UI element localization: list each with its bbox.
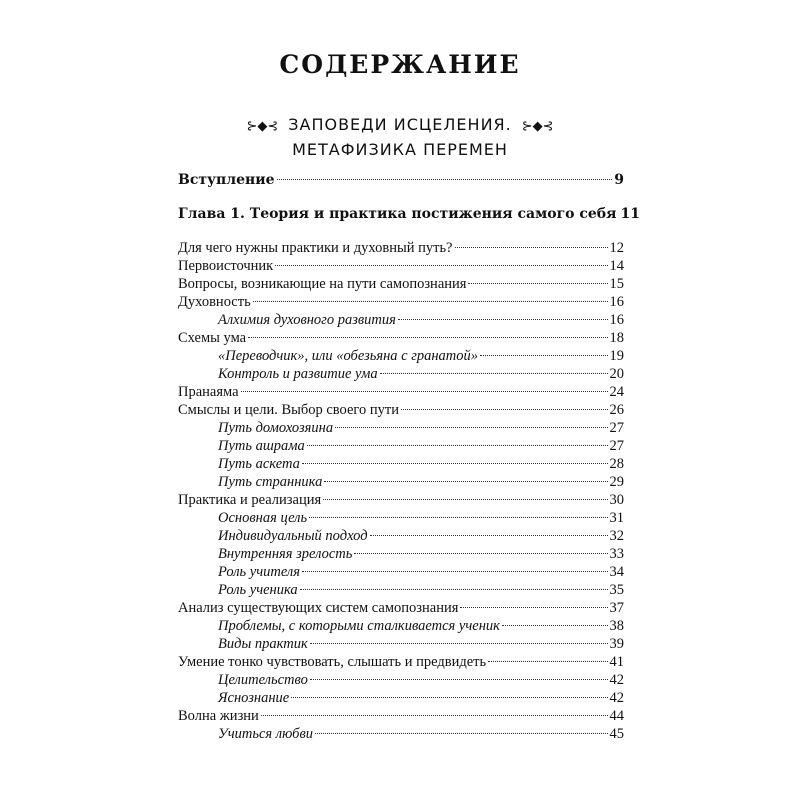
toc-leader-dots bbox=[455, 247, 608, 248]
toc-leader-dots bbox=[248, 337, 607, 338]
toc-entry-label: Смыслы и цели. Выбор своего пути bbox=[178, 402, 399, 418]
toc-leader-dots bbox=[315, 733, 608, 734]
toc-leader-dots bbox=[488, 661, 607, 662]
toc-leader-dots bbox=[460, 607, 607, 608]
toc-entry-page: 27 bbox=[609, 420, 624, 436]
page-title: СОДЕРЖАНИЕ bbox=[279, 50, 521, 79]
toc-entry-page: 41 bbox=[609, 654, 624, 670]
toc-entry-page: 16 bbox=[609, 294, 624, 310]
toc-entry-label: Вступление bbox=[178, 172, 275, 188]
subtitle-line-1 bbox=[0, 113, 800, 138]
toc-entry bbox=[178, 239, 624, 257]
toc-entry-label: Схемы ума bbox=[178, 330, 247, 346]
toc-entry-label: Пранаяма bbox=[178, 384, 239, 400]
toc-entry bbox=[178, 653, 624, 671]
toc-leader-dots bbox=[323, 499, 607, 500]
toc-entry-label: Роль учителя bbox=[218, 564, 300, 580]
toc-entry-label: Путь аскета bbox=[218, 456, 300, 472]
toc-entry-page: 19 bbox=[609, 348, 624, 364]
toc-subentry bbox=[178, 311, 624, 329]
toc-entry-page: 44 bbox=[609, 708, 624, 724]
toc-leader-dots bbox=[241, 391, 608, 392]
toc-entry-page: 33 bbox=[609, 546, 624, 562]
toc-entry-label: Роль ученика bbox=[218, 582, 298, 598]
toc-entry-page: 42 bbox=[609, 690, 624, 706]
toc-leader-dots bbox=[310, 643, 608, 644]
toc-entry-label: Контроль и развитие ума bbox=[218, 366, 378, 382]
toc-entry-label: Анализ существующих систем самопознания bbox=[178, 600, 459, 616]
toc-subentry bbox=[178, 725, 624, 743]
toc-entry-page: 27 bbox=[609, 438, 624, 454]
toc-subentry bbox=[178, 437, 624, 455]
toc-subentry bbox=[178, 509, 624, 527]
toc-entry-page: 15 bbox=[609, 276, 624, 292]
section-subtitle bbox=[0, 113, 800, 161]
toc-entry-label: Вопросы, возникающие на пути самопознания bbox=[178, 276, 467, 292]
toc-subentry bbox=[178, 473, 624, 491]
toc-entry-page: 14 bbox=[609, 258, 624, 274]
table-of-contents bbox=[178, 171, 640, 743]
toc-entry-page: 42 bbox=[609, 672, 624, 688]
toc-subentry bbox=[178, 635, 624, 653]
toc-subentry bbox=[178, 455, 624, 473]
toc-entry-page: 9 bbox=[614, 172, 624, 188]
toc-entry-page: 39 bbox=[609, 636, 624, 652]
toc-leader-dots bbox=[502, 625, 608, 626]
toc-leader-dots bbox=[398, 319, 608, 320]
toc-entry-page: 24 bbox=[609, 384, 624, 400]
toc-leader-dots bbox=[291, 697, 607, 698]
toc-leader-dots bbox=[307, 445, 608, 446]
toc-leader-dots bbox=[370, 535, 608, 536]
toc-entry-label: Путь домохозяина bbox=[218, 420, 334, 436]
toc-entry-page: 32 bbox=[609, 528, 624, 544]
toc-entry bbox=[178, 401, 624, 419]
toc-entry-page: 18 bbox=[609, 330, 624, 346]
toc-entry bbox=[178, 205, 640, 223]
toc-subentry bbox=[178, 617, 624, 635]
toc-entry-label: Алхимия духовного развития bbox=[218, 312, 396, 328]
toc-leader-dots bbox=[302, 571, 608, 572]
toc-entry-label: Учиться любви bbox=[218, 726, 313, 742]
toc-subentry bbox=[178, 581, 624, 599]
toc-entry-page: 38 bbox=[609, 618, 624, 634]
toc-entry bbox=[178, 707, 624, 725]
toc-subentry bbox=[178, 689, 624, 707]
toc-entry-label: Духовность bbox=[178, 294, 251, 310]
toc-entry-page: 11 bbox=[620, 206, 640, 222]
toc-leader-dots bbox=[300, 589, 608, 590]
toc-leader-dots bbox=[335, 427, 607, 428]
toc-entry-page: 37 bbox=[609, 600, 624, 616]
toc-entry-label: Глава 1. Теория и практика постижения самого себя bbox=[178, 206, 617, 222]
toc-entry-page: 28 bbox=[609, 456, 624, 472]
toc-entry-page: 20 bbox=[609, 366, 624, 382]
toc-leader-dots bbox=[302, 463, 608, 464]
toc-entry-label: Внутренняя зрелость bbox=[218, 546, 353, 562]
toc-entry-label: Виды практик bbox=[218, 636, 308, 652]
toc-entry-page: 16 bbox=[609, 312, 624, 328]
toc-subentry bbox=[178, 365, 624, 383]
toc-entry-label: Умение тонко чувствовать, слышать и предвидеть bbox=[178, 654, 487, 670]
toc-entry bbox=[178, 171, 624, 189]
toc-leader-dots bbox=[310, 679, 608, 680]
toc-entry-page: 29 bbox=[609, 474, 624, 490]
toc-leader-dots bbox=[480, 355, 607, 356]
toc-entry-page: 30 bbox=[609, 492, 624, 508]
toc-entry-label: Волна жизни bbox=[178, 708, 259, 724]
toc-leader-dots bbox=[380, 373, 608, 374]
toc-entry-label: Первоисточник bbox=[178, 258, 274, 274]
toc-leader-dots bbox=[468, 283, 607, 284]
toc-subentry bbox=[178, 671, 624, 689]
toc-entry-page: 12 bbox=[609, 240, 624, 256]
toc-entry bbox=[178, 293, 624, 311]
toc-leader-dots bbox=[253, 301, 608, 302]
toc-entry-page: 26 bbox=[609, 402, 624, 418]
toc-leader-dots bbox=[277, 179, 613, 180]
toc-subentry bbox=[178, 563, 624, 581]
toc-leader-dots bbox=[401, 409, 608, 410]
toc-entry-label: Путь ашрама bbox=[218, 438, 305, 454]
toc-subentry bbox=[178, 419, 624, 437]
toc-entry bbox=[178, 599, 624, 617]
toc-entry-label: Практика и реализация bbox=[178, 492, 322, 508]
toc-entry-label: Основная цель bbox=[218, 510, 308, 526]
toc-entry bbox=[178, 383, 624, 401]
toc-subentry bbox=[178, 545, 624, 563]
toc-entry-page: 31 bbox=[609, 510, 624, 526]
toc-entry-label: Для чего нужны практики и духовный путь? bbox=[178, 240, 453, 256]
ornament-left-icon: ⊱◆⊰ bbox=[246, 119, 279, 134]
toc-entry bbox=[178, 329, 624, 347]
toc-leader-dots bbox=[275, 265, 607, 266]
toc-entry bbox=[178, 491, 624, 509]
toc-entry-page: 45 bbox=[609, 726, 624, 742]
toc-entry-label: «Переводчик», или «обезьяна с гранатой» bbox=[218, 348, 479, 364]
subtitle-text-1: ЗАПОВЕДИ ИСЦЕЛЕНИЯ. bbox=[288, 115, 512, 134]
toc-leader-dots bbox=[324, 481, 607, 482]
toc-entry-page: 35 bbox=[609, 582, 624, 598]
toc-entry-label: Яснознание bbox=[218, 690, 290, 706]
toc-entry-label: Индивидуальный подход bbox=[218, 528, 368, 544]
toc-entry-label: Путь странника bbox=[218, 474, 323, 490]
toc-entry bbox=[178, 275, 624, 293]
toc-entry-page: 34 bbox=[609, 564, 624, 580]
toc-entry-label: Проблемы, с которыми сталкивается ученик bbox=[218, 618, 500, 634]
toc-entry-label: Целительство bbox=[218, 672, 308, 688]
ornament-right-icon: ⊱◆⊰ bbox=[521, 119, 554, 134]
toc-subentry bbox=[178, 527, 624, 545]
toc-leader-dots bbox=[354, 553, 607, 554]
toc-leader-dots bbox=[261, 715, 608, 716]
subtitle-line-2: МЕТАФИЗИКА ПЕРЕМЕН bbox=[292, 140, 508, 159]
toc-entry bbox=[178, 257, 624, 275]
toc-leader-dots bbox=[309, 517, 607, 518]
toc-subentry bbox=[178, 347, 624, 365]
